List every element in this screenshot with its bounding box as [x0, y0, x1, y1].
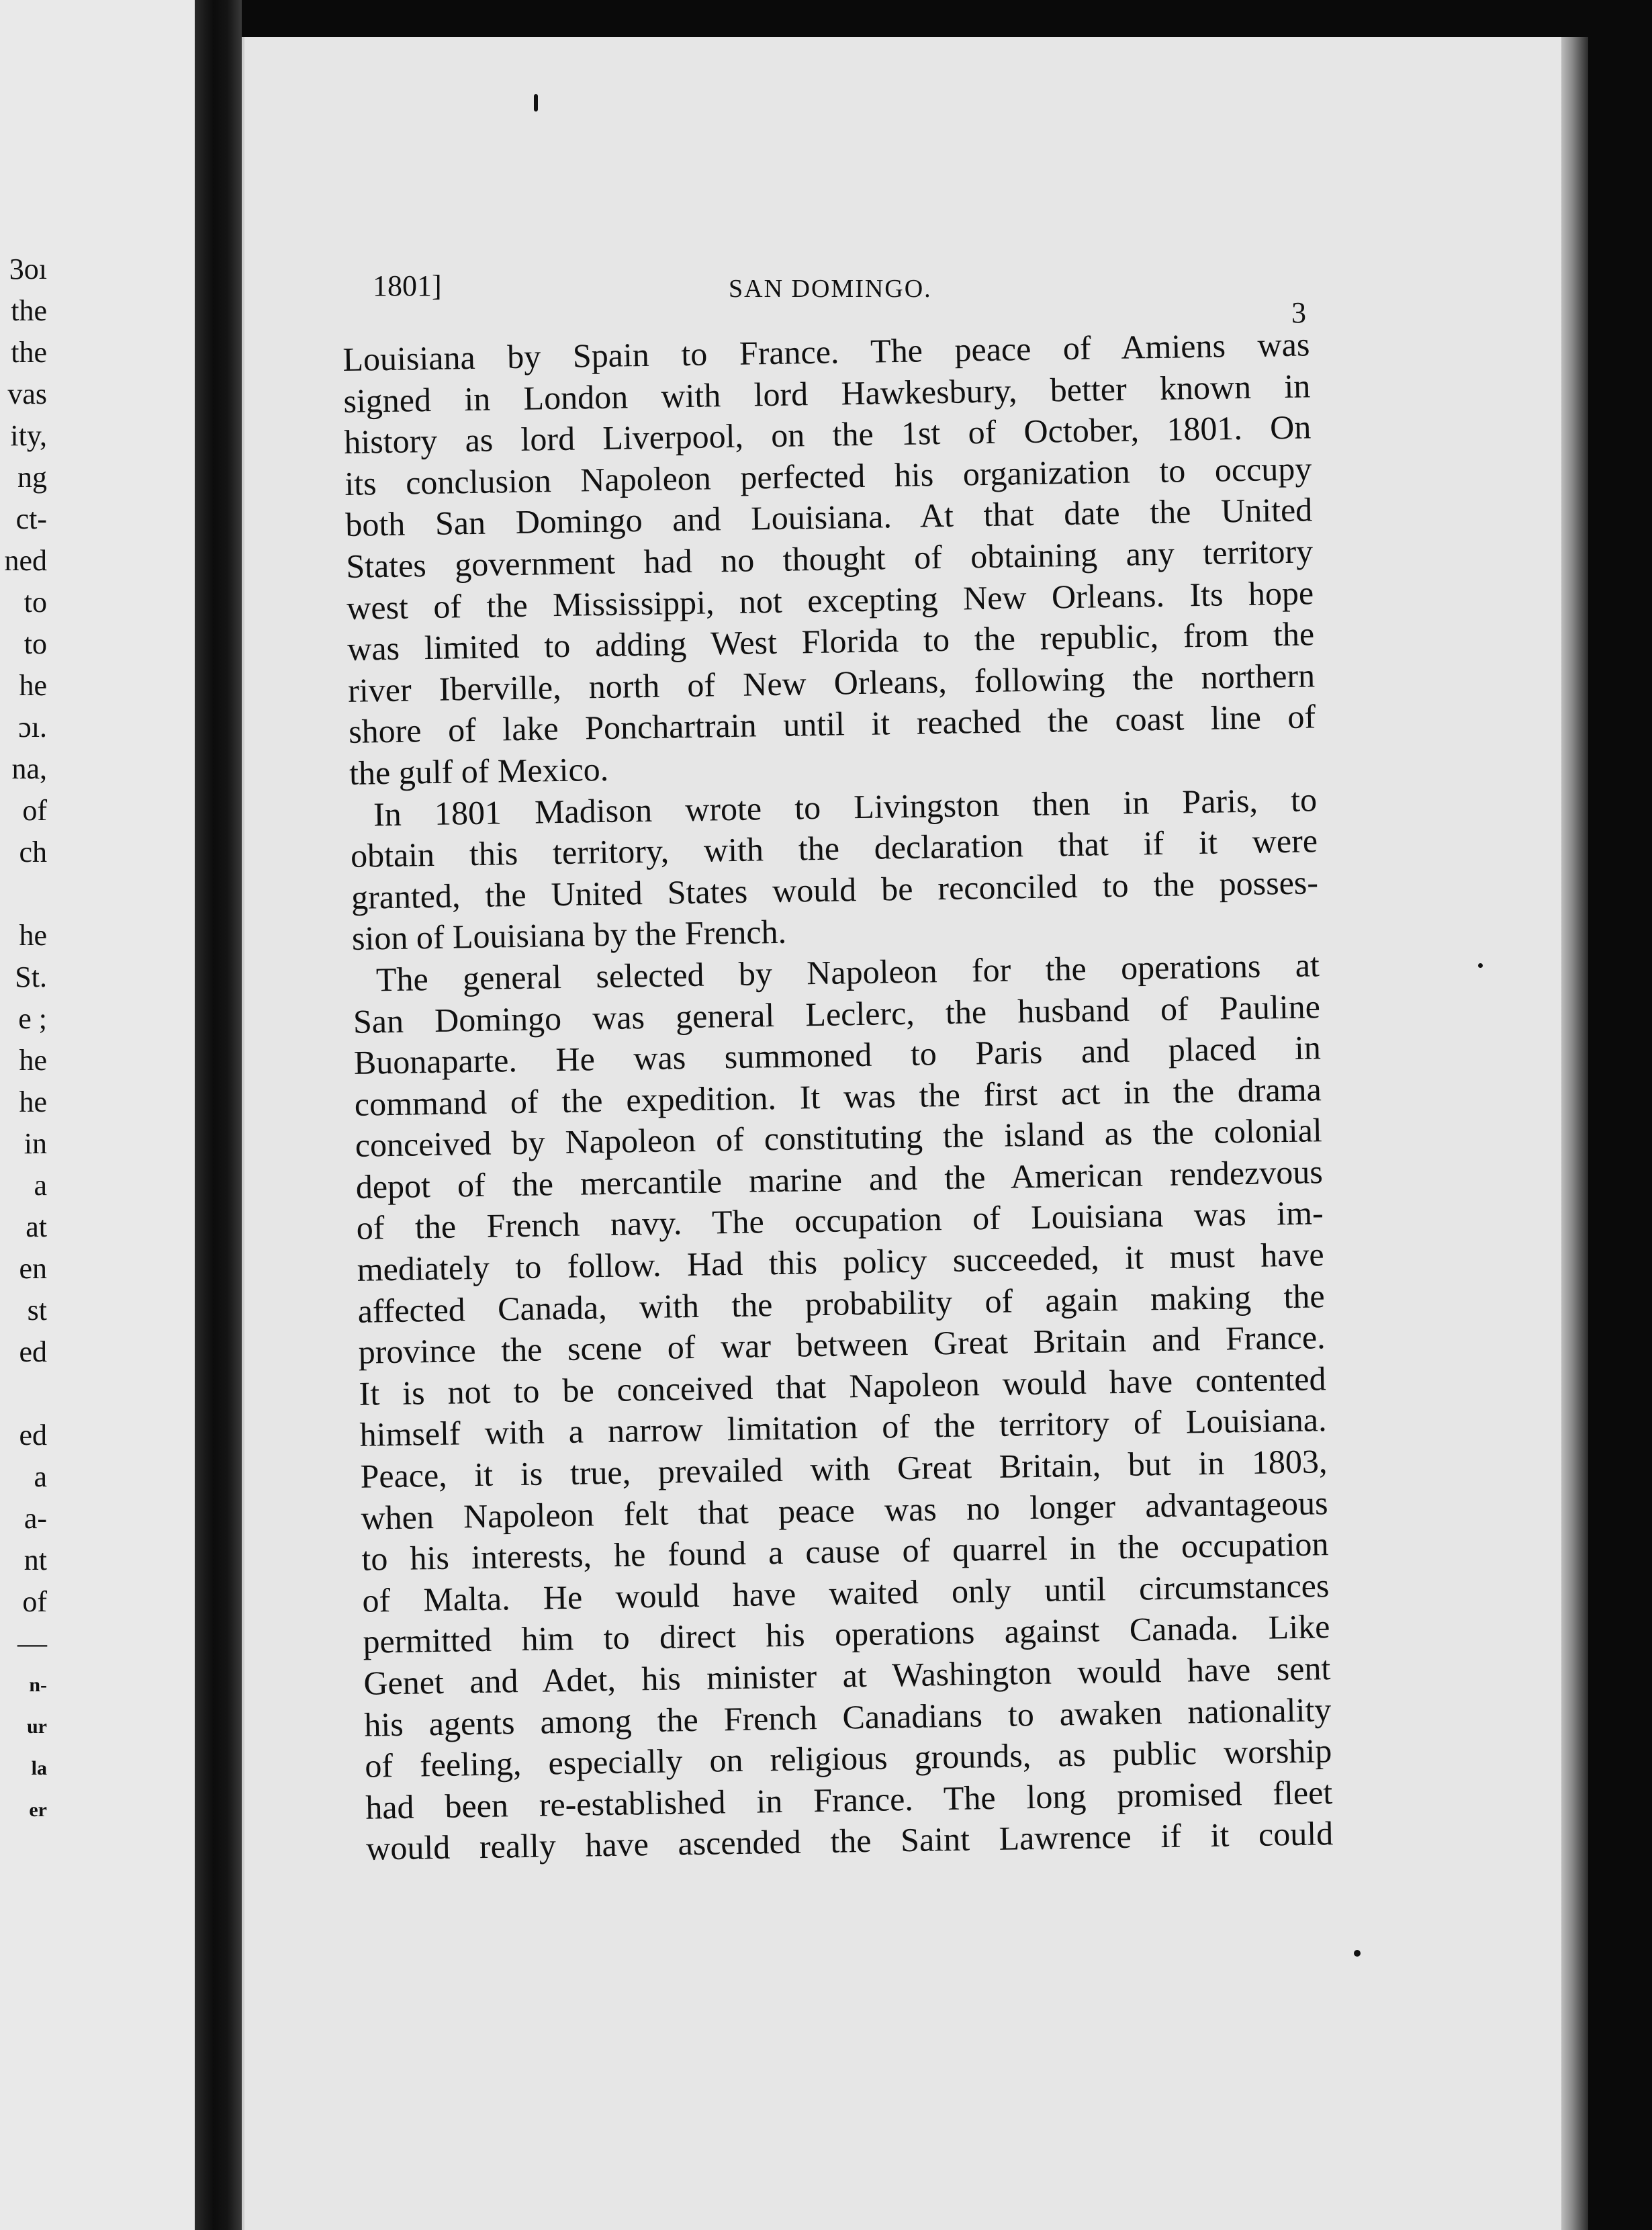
text-line: affected Canada, with the probability of again making the: [357, 1276, 1325, 1330]
text-line: Buonaparte. He was summoned to Paris and placed in: [353, 1028, 1322, 1081]
text-line: Genet and Adet, his minister at Washington would have sent: [363, 1649, 1331, 1702]
facing-page-fragment: ɔı.: [18, 711, 47, 744]
facing-page-fragment: nt: [24, 1544, 47, 1576]
book-gutter: [195, 0, 242, 2230]
text-line: both San Domingo and Louisiana. At that date the United: [345, 490, 1313, 544]
page-edge: [1561, 37, 1588, 2230]
facing-page-fragment: ed: [19, 1419, 47, 1452]
facing-page-fragment: he: [19, 1044, 47, 1077]
text-line: river Iberville, north of New Orleans, following the northern: [347, 656, 1316, 709]
facing-page-fragment: to: [24, 586, 47, 619]
facing-page-fragment: na,: [11, 752, 47, 785]
facing-page-fragment: er: [29, 1799, 47, 1821]
text-line: San Domingo was general Leclerc, the husband of Pauline: [353, 987, 1321, 1040]
facing-page-fragment: ed: [19, 1335, 47, 1368]
text-line: Louisiana by Spain to France. The peace of Amiens was: [342, 325, 1310, 378]
facing-page-fragment: ct-: [15, 502, 47, 535]
facing-page-fragment: ned: [4, 544, 47, 577]
text-line: its conclusion Napoleon perfected his organization to occupy: [344, 449, 1312, 502]
facing-page-fragment: ity,: [10, 419, 47, 452]
text-line: history as lord Liverpool, on the 1st of October, 1801. On: [343, 408, 1312, 461]
paragraph: [350, 779, 1320, 960]
text-line: to his interests, he found a cause of quarrel in the occupation: [361, 1525, 1329, 1578]
text-line: of the French navy. The occupation of Louisiana was im-: [356, 1194, 1324, 1247]
text-line: signed in London with lord Hawkesbury, better known in: [342, 366, 1311, 420]
paragraph: [342, 324, 1316, 794]
text-line: of feeling, especially on religious grounds, as public worship: [364, 1732, 1332, 1785]
text-line: command of the expedition. It was the first act in the drama: [354, 1069, 1322, 1123]
facing-page-fragment: —: [17, 1627, 47, 1660]
text-line: States government had no thought of obtaining any territory: [345, 532, 1314, 585]
text-line: Peace, it is true, prevailed with Great Britain, but in 1803,: [360, 1442, 1328, 1495]
facing-page-text: [0, 249, 47, 1831]
facing-page-fragment: a-: [24, 1502, 47, 1535]
text-line: his agents among the French Canadians to awaken nationality: [363, 1690, 1332, 1744]
facing-page-fragment: e ;: [18, 1002, 47, 1035]
text-line: would really have ascended the Saint Lawrence if it could: [365, 1814, 1334, 1868]
text-line: province the scene of war between Great Britain and France.: [358, 1318, 1326, 1372]
text-line: shore of lake Ponchartrain until it reached the coast line of: [348, 697, 1316, 751]
facing-page-fragment: a: [34, 1460, 47, 1493]
text-line: sion of Louisiana by the French.: [351, 913, 787, 958]
text-line: permitted him to direct his operations against Canada. Like: [363, 1607, 1330, 1661]
facing-page-fragment: n-: [29, 1674, 47, 1696]
running-header: [373, 269, 1313, 329]
body-text: [342, 324, 1334, 1869]
page-number: 3: [1291, 296, 1306, 329]
text-line: conceived by Napoleon of constituting the island as the colonial: [355, 1111, 1323, 1165]
facing-page-fragment: a: [34, 1169, 47, 1202]
text-line: when Napoleon felt that peace was no longer advantageous: [361, 1483, 1328, 1537]
text-line: had been re-established in France. The long promised fleet: [365, 1773, 1333, 1826]
text-line: granted, the United States would be reconciled to the posses-: [351, 863, 1319, 916]
paragraph: [353, 944, 1334, 1870]
facing-page-fragment: to: [24, 627, 47, 660]
text-line: the gulf of Mexico.: [349, 750, 609, 792]
scan-speck: [1478, 963, 1483, 968]
facing-page-fragment: ng: [17, 461, 47, 494]
facing-page-fragment: ch: [19, 836, 47, 868]
facing-page-fragment: he: [19, 919, 47, 952]
facing-page-fragment: the: [11, 336, 47, 369]
header-title: SAN DOMINGO.: [729, 275, 932, 303]
facing-page-fragment: the: [11, 294, 47, 327]
text-line: The general selected by Napoleon for the operations at: [375, 946, 1320, 999]
facing-page-fragment: he: [19, 669, 47, 702]
facing-page-fragment: ur: [27, 1715, 47, 1738]
scan-speck: [1354, 1950, 1361, 1957]
text-line: west of the Mississippi, not excepting New Orleans. Its hope: [346, 573, 1314, 627]
text-line: depot of the mercantile marine and the American rendezvous: [355, 1153, 1324, 1206]
facing-page-fragment: he: [19, 1085, 47, 1118]
text-line: In 1801 Madison wrote to Livingston then in Paris, to: [373, 780, 1318, 833]
facing-page-fragment: [0, 873, 47, 915]
text-line: of Malta. He would have waited only until circumstances: [362, 1566, 1330, 1619]
facing-page-fragment: la: [31, 1757, 47, 1779]
facing-page: [0, 0, 195, 2230]
scan-speck: [534, 94, 538, 112]
facing-page-fragment: in: [24, 1127, 47, 1160]
facing-page-fragment: of: [22, 1585, 47, 1618]
text-line: was limited to adding West Florida to the republic, from the: [347, 615, 1315, 668]
facing-page-fragment: at: [26, 1210, 47, 1243]
facing-page-fragment: 3oı: [9, 253, 47, 285]
facing-page-fragment: St.: [15, 961, 47, 993]
facing-page-fragment: of: [22, 794, 47, 827]
text-line: himself with a narrow limitation of the territory of Louisiana.: [359, 1400, 1327, 1454]
text-line: obtain this territory, with the declaration that if it were: [350, 821, 1318, 875]
facing-page-fragment: en: [19, 1252, 47, 1285]
text-line: It is not to be conceived that Napoleon would have contented: [359, 1359, 1326, 1413]
text-line: mediately to follow. Had this policy succeeded, it must have: [357, 1235, 1325, 1288]
facing-page-fragment: st: [27, 1294, 47, 1327]
facing-page-fragment: vas: [7, 377, 47, 410]
facing-page-fragment: [0, 1373, 47, 1415]
header-year: 1801]: [373, 269, 442, 302]
